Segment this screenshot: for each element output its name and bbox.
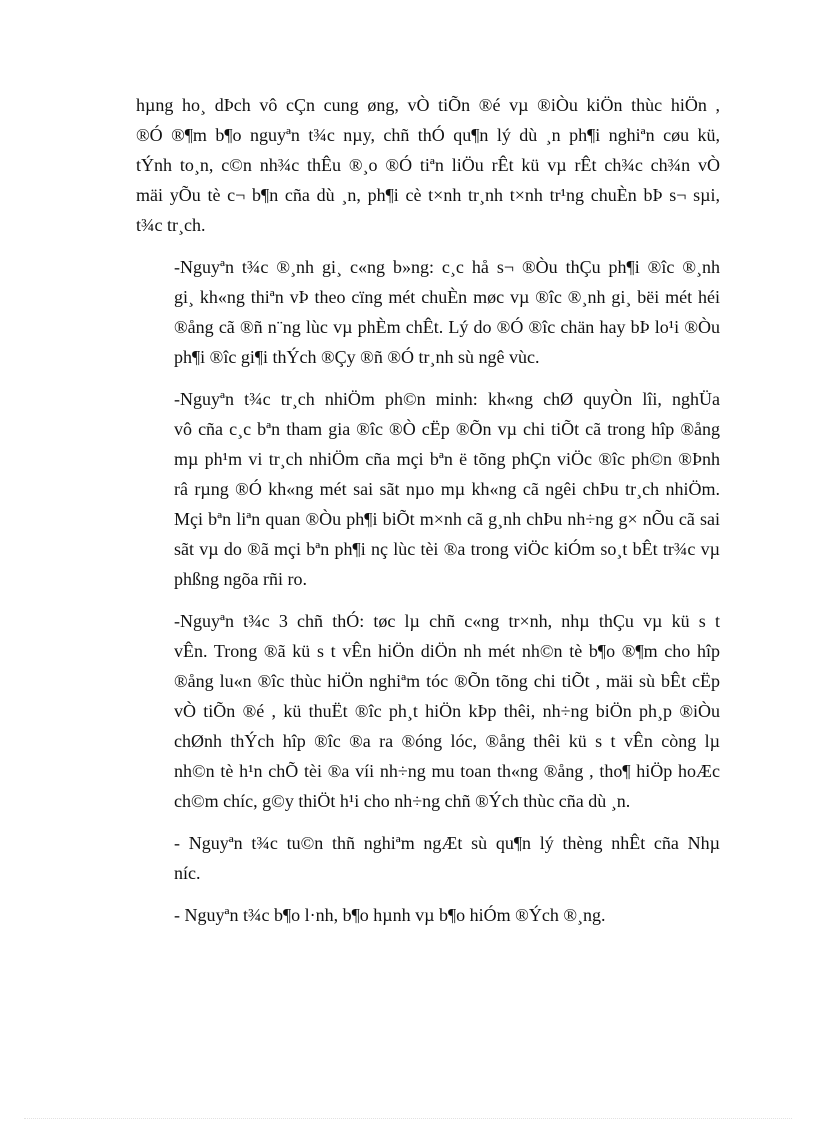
- paragraph: [136, 900, 720, 930]
- text-line: tÝnh to¸n, c©n nh¾c thÊu ®¸o ®Ó tiªn liÖu rÊt kü vµ rÊt ch¾c ch¾n vÒ: [136, 155, 720, 175]
- text-line: ch©m chíc, g©y thiÖt h¹i cho nh÷ng chñ ®Ých thùc cña dù ¸n.: [174, 791, 631, 811]
- text-line: ®ång cã ®ñ n¨ng lùc vµ phÈm chÊt. Lý do ®Ó ®îc chän hay bÞ lo¹i ®Òu: [174, 317, 720, 337]
- text-line: -Nguyªn t¾c ®¸nh gi¸ c«ng b»ng: c¸c hå s¬ ®Òu thÇu ph¶i ®îc ®¸nh: [174, 257, 720, 277]
- text-line: nh©n tè h¹n chÕ tèi ®a víi nh÷ng mu toan th«ng ®ång , tho¶ hiÖp hoÆc: [174, 761, 720, 781]
- text-line: -Nguyªn t¾c tr¸ch nhiÖm ph©n minh: kh«ng chØ quyÒn lîi, nghÜa: [174, 389, 720, 409]
- text-line: ®Ó ®¶m b¶o nguyªn t¾c nµy, chñ thÓ qu¶n lý dù ¸n ph¶i nghiªn cøu kü,: [136, 125, 720, 145]
- text-line: gi¸ kh«ng thiªn vÞ theo cïng mét chuÈn møc vµ ®îc ®¸nh gi¸ bëi mét héi: [174, 287, 720, 307]
- text-line: t¾c tr¸ch.: [136, 215, 206, 235]
- paragraph: [136, 828, 720, 888]
- text-line: Mçi bªn liªn quan ®Òu ph¶i biÕt m×nh cã g¸nh chÞu nh÷ng g× nÕu cã sai: [174, 509, 720, 529]
- text-line: - Nguyªn t¾c tu©n thñ nghiªm ngÆt sù qu¶n lý thèng nhÊt cña Nhµ: [174, 833, 720, 853]
- paragraph: [136, 384, 720, 594]
- text-line: vÒ tiÕn ®é , kü thuËt ®îc ph¸t hiÖn kÞp thêi, nh÷ng biÖn ph¸p ®iÒu: [174, 701, 720, 721]
- paragraph: [136, 606, 720, 816]
- text-line: -Nguyªn t¾c 3 chñ thÓ: tøc lµ chñ c«ng tr×nh, nhµ thÇu vµ kü s t: [174, 611, 720, 631]
- paragraph: [136, 252, 720, 372]
- paragraph: [136, 90, 720, 240]
- text-line: mäi yÕu tè c¬ b¶n cña dù ¸n, ph¶i cè t×nh tr¸nh t×nh tr¹ng chuÈn bÞ s¬ sµi,: [136, 185, 720, 205]
- page-bottom-divider: [24, 1118, 792, 1119]
- text-line: sãt vµ do ®ã mçi bªn ph¶i nç lùc tèi ®a trong viÖc kiÓm so¸t bÊt tr¾c vµ: [174, 539, 720, 559]
- text-line: râ rµng ®Ó kh«ng mét sai sãt nµo mµ kh«ng cã ngêi chÞu tr¸ch nhiÖm.: [174, 479, 720, 499]
- text-line: mµ ph¹m vi tr¸ch nhiÖm cña mçi bªn ë tõng phÇn viÖc ®îc ph©n ®Þnh: [174, 449, 720, 469]
- text-line: chØnh thÝch hîp ®îc ®a ra ®óng lóc, ®ång thêi kü s t vÊn còng lµ: [174, 731, 720, 751]
- text-line: phßng ngõa rñi ro.: [174, 569, 307, 589]
- text-line: vô cña c¸c bªn tham gia ®îc ®Ò cËp ®Õn vµ chi tiÕt cã trong hîp ®ång: [174, 419, 720, 439]
- text-line: vÊn. Trong ®ã kü s t vÊn hiÖn diÖn nh mét nh©n tè b¶o ®¶m cho hîp: [174, 641, 720, 661]
- text-line: hµng ho¸ dÞch vô cÇn cung øng, vÒ tiÕn ®é vµ ®iÒu kiÖn thùc hiÖn ,: [136, 95, 720, 115]
- body-text: [136, 90, 720, 930]
- text-line: ph¶i ®îc gi¶i thÝch ®Çy ®ñ ®Ó tr¸nh sù ngê vùc.: [174, 347, 540, 367]
- text-line: níc.: [174, 863, 201, 883]
- text-line: ®ång lu«n ®îc thùc hiÖn nghiªm tóc ®Õn tõng chi tiÕt , mäi sù bÊt cËp: [174, 671, 720, 691]
- text-line: - Nguyªn t¾c b¶o l·nh, b¶o hµnh vµ b¶o hiÓm ®Ých ®¸ng.: [174, 905, 606, 925]
